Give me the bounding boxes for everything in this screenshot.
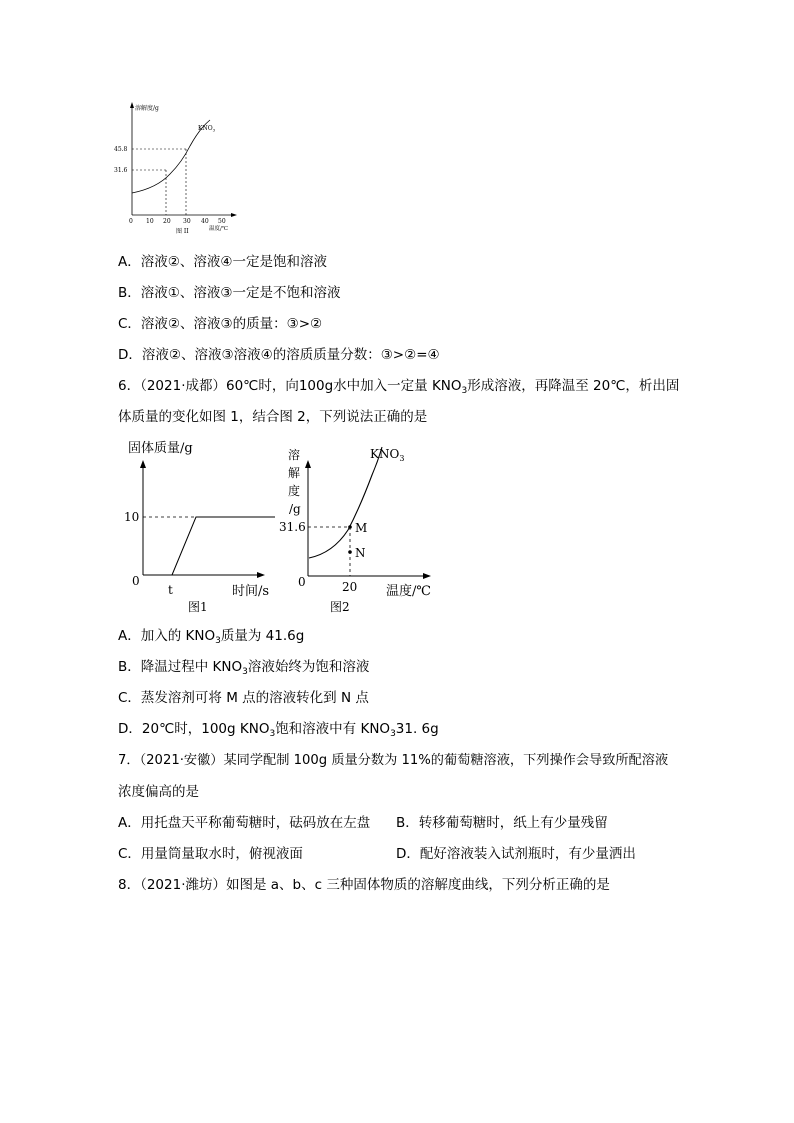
x-axis-arrow <box>257 572 265 578</box>
q5-option-d: D．溶液②、溶液③溶液④的溶质质量分数：③>②=④ <box>118 347 440 363</box>
y-axis-label: 解 <box>288 466 301 480</box>
x-tick-label: 10 <box>146 218 154 225</box>
q5-option-a: A．溶液②、溶液④一定是饱和溶液 <box>118 254 327 270</box>
y-axis-label: 溶解度/g <box>135 105 159 112</box>
q5-option-c: C．溶液②、溶液③的质量：③>② <box>118 316 323 332</box>
q7-option-c: C．用量筒量取水时，俯视液面 <box>118 846 303 862</box>
q7-stem-line2: 浓度偏高的是 <box>118 784 199 800</box>
x-axis-label: 时间/s <box>232 584 270 599</box>
series-label: $KNO_3$ <box>198 125 216 133</box>
x-tick-label: 30 <box>183 218 191 225</box>
point-m <box>348 525 352 529</box>
x-axis-label: 温度/℃ <box>386 584 431 599</box>
y-axis-label: 度 <box>288 484 301 498</box>
y-axis-label: 溶 <box>288 448 301 462</box>
x-tick-label: 20 <box>342 580 358 594</box>
point-m-label: M <box>355 521 368 535</box>
y-axis-arrow <box>305 460 311 468</box>
x-axis-arrow <box>231 213 237 217</box>
x-tick-label: 40 <box>201 218 209 225</box>
series-label: $KNO_3$ <box>370 447 405 463</box>
y-axis-arrow <box>140 460 146 468</box>
x-tick-label: 0 <box>129 218 133 225</box>
kno3-curve <box>309 447 382 558</box>
figure-caption: 图 II <box>176 228 189 235</box>
q6-option-a: A．加入的 $KNO_3$质量为 41.6g <box>118 628 305 646</box>
figure-caption: 图2 <box>330 600 350 614</box>
point-n-label: N <box>355 546 366 560</box>
x-axis-arrow <box>423 573 431 579</box>
solid-mass-chart <box>118 435 278 620</box>
y-tick-label: 10 <box>124 510 140 524</box>
x-tick-label: 20 <box>163 218 171 225</box>
q6-option-c: C．蒸发溶剂可将 M 点的溶液转化到 N 点 <box>118 690 369 706</box>
q7-stem-line1: 7．（2021·安徽）某同学配制 100g 质量分数为 11%的葡萄糖溶液，下列操作会导致所配溶液 <box>118 753 669 768</box>
y-axis-label: 固体质量/g <box>128 441 193 456</box>
q7-option-d: D．配好溶液装入试剂瓶时，有少量洒出 <box>396 846 636 862</box>
y-axis-label: /g <box>289 502 301 516</box>
y-tick-label: 31.6 <box>279 520 306 534</box>
q7-option-b: B．转移葡萄糖时，纸上有少量残留 <box>396 815 608 831</box>
y-tick-label: 45.8 <box>114 146 128 153</box>
x-tick-label: 50 <box>218 218 226 225</box>
figure-caption: 图1 <box>188 600 208 614</box>
x-axis-label: 温度/℃ <box>209 226 229 232</box>
y-tick-label: 31.6 <box>114 167 128 174</box>
q7-option-a: A．用托盘天平称葡萄糖时，砝码放在左盘 <box>118 815 371 831</box>
t-label: t <box>168 583 173 597</box>
origin-label: 0 <box>298 575 306 589</box>
mass-curve <box>172 517 275 575</box>
point-n <box>348 550 352 554</box>
origin-label: 0 <box>132 574 140 588</box>
q6-option-d: D．20℃时，100g $KNO_3$饱和溶液中有 $KNO_331$. 6g <box>118 721 439 739</box>
q6-stem-line1: 6．（2021·成都）60℃时，向100g水中加入一定量 $KNO_3$形成溶液，再降温至 20℃，析出固 <box>118 378 680 396</box>
q6-stem-line2: 体质量的变化如图 1，结合图 2，下列说法正确的是 <box>118 409 428 425</box>
y-axis-arrow <box>130 102 134 108</box>
q5-option-b: B．溶液①、溶液③一定是不饱和溶液 <box>118 285 341 301</box>
solubility-chart-kno3 <box>278 435 438 620</box>
q6-option-b: B．降温过程中 $KNO_3$溶液始终为饱和溶液 <box>118 659 370 677</box>
solubility-chart-small <box>112 100 242 235</box>
q8-stem-line1: 8．（2021·潍坊）如图是 a、b、c 三种固体物质的溶解度曲线，下列分析正确的是 <box>118 877 610 893</box>
